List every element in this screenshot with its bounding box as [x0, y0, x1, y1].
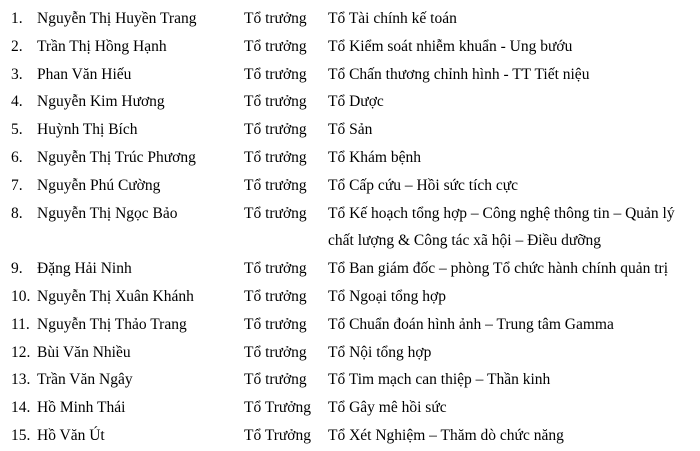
member-name: Trần Văn Ngây — [37, 371, 133, 389]
item-number: 14. — [11, 399, 31, 417]
item-number: 1. — [11, 10, 23, 27]
item-number: 13. — [11, 371, 31, 389]
list-item — [0, 33, 700, 61]
member-role: Tổ trưởng — [244, 260, 307, 278]
department-line: Tổ Sản — [328, 121, 373, 139]
member-name: Nguyễn Thị Huyền Trang — [37, 10, 197, 27]
list-item — [0, 255, 700, 283]
member-role: Tổ trưởng — [244, 121, 307, 139]
member-department — [328, 422, 693, 450]
member-department — [328, 61, 693, 89]
list-item — [0, 422, 700, 450]
member-role: Tổ trưởng — [244, 371, 307, 389]
item-number: 12. — [11, 343, 31, 361]
member-department — [328, 88, 693, 116]
department-line: Tổ Gây mê hồi sức — [328, 399, 447, 417]
member-name: Nguyễn Thị Thảo Trang — [37, 315, 187, 333]
item-number: 3. — [11, 65, 23, 83]
item-number: 8. — [11, 204, 23, 222]
list-item — [0, 61, 700, 89]
item-number: 10. — [11, 287, 31, 305]
list-item — [0, 366, 700, 394]
list-item — [0, 311, 700, 339]
member-role: Tổ trưởng — [244, 176, 307, 194]
member-role: Tổ trưởng — [244, 37, 307, 55]
member-name: Nguyễn Phú Cường — [37, 176, 161, 194]
member-name: Huỳnh Thị Bích — [37, 121, 138, 139]
member-name: Hồ Văn Út — [37, 426, 105, 444]
list-item — [0, 394, 700, 422]
item-number: 15. — [11, 426, 31, 444]
member-name: Nguyễn Kim Hương — [37, 93, 165, 111]
item-number: 4. — [11, 93, 23, 111]
list-item — [0, 144, 700, 172]
member-list — [0, 5, 700, 450]
department-line: Tổ Kế hoạch tổng hợp – Công nghệ thông tin – Quản lý — [328, 204, 675, 222]
member-name: Đặng Hải Ninh — [37, 260, 132, 278]
list-item — [0, 339, 700, 367]
department-line: Tổ Cấp cứu – Hồi sức tích cực — [328, 176, 519, 194]
member-department — [328, 144, 693, 172]
item-number: 6. — [11, 148, 23, 166]
member-role: Tổ trưởng — [244, 65, 307, 83]
member-name: Bùi Văn Nhiều — [37, 343, 131, 361]
department-line: chất lượng & Công tác xã hội – Điều dưỡng — [328, 232, 601, 250]
member-department — [328, 255, 693, 283]
list-item — [0, 172, 700, 200]
member-name: Trần Thị Hồng Hạnh — [37, 37, 167, 55]
item-number: 7. — [11, 176, 23, 194]
item-number: 11. — [11, 315, 30, 333]
member-role: Tổ trưởng — [244, 315, 307, 333]
department-line: Tổ Chuẩn đoán hình ảnh – Trung tâm Gamma — [328, 315, 614, 333]
member-role: Tổ trưởng — [244, 10, 307, 27]
member-department — [328, 172, 693, 200]
member-role: Tổ trưởng — [244, 93, 307, 111]
member-department — [328, 116, 693, 144]
member-name: Nguyễn Thị Ngọc Bảo — [37, 204, 178, 222]
department-line: Tổ Tài chính kế toán — [328, 10, 457, 27]
department-line: Tổ Chấn thương chỉnh hình - TT Tiết niệu — [328, 65, 590, 83]
member-department — [328, 366, 693, 394]
member-department — [328, 5, 693, 33]
department-line: Tổ Khám bệnh — [328, 148, 421, 166]
member-department — [328, 33, 693, 61]
list-item — [0, 88, 700, 116]
member-department — [328, 394, 693, 422]
department-line: Tổ Xét Nghiệm – Thăm dò chức năng — [328, 426, 564, 444]
list-item — [0, 283, 700, 311]
member-department — [328, 339, 693, 367]
member-department — [328, 283, 693, 311]
department-line: Tổ Kiểm soát nhiễm khuẩn - Ung bướu — [328, 37, 573, 55]
department-line: Tổ Tim mạch can thiệp – Thần kinh — [328, 371, 551, 389]
department-line: Tổ Nội tổng hợp — [328, 343, 432, 361]
member-department — [328, 311, 693, 339]
member-name: Nguyễn Thị Trúc Phương — [37, 148, 196, 166]
department-line: Tổ Dược — [328, 93, 384, 111]
member-role: Tổ Trưởng — [244, 426, 311, 444]
list-item — [0, 200, 700, 256]
member-role: Tổ trưởng — [244, 343, 307, 361]
member-role: Tổ Trưởng — [244, 399, 311, 417]
member-role: Tổ trưởng — [244, 204, 307, 222]
member-name: Phan Văn Hiếu — [37, 65, 132, 83]
department-line: Tổ Ngoại tổng hợp — [328, 287, 446, 305]
member-name: Nguyễn Thị Xuân Khánh — [37, 287, 194, 305]
member-name: Hồ Minh Thái — [37, 399, 126, 417]
item-number: 9. — [11, 260, 23, 278]
member-department — [328, 200, 693, 256]
department-line: Tổ Ban giám đốc – phòng Tổ chức hành chính quản trị — [328, 260, 669, 278]
member-role: Tổ trưởng — [244, 148, 307, 166]
list-item — [0, 5, 700, 33]
list-item — [0, 116, 700, 144]
item-number: 5. — [11, 121, 23, 139]
item-number: 2. — [11, 37, 23, 55]
member-role: Tổ trưởng — [244, 287, 307, 305]
